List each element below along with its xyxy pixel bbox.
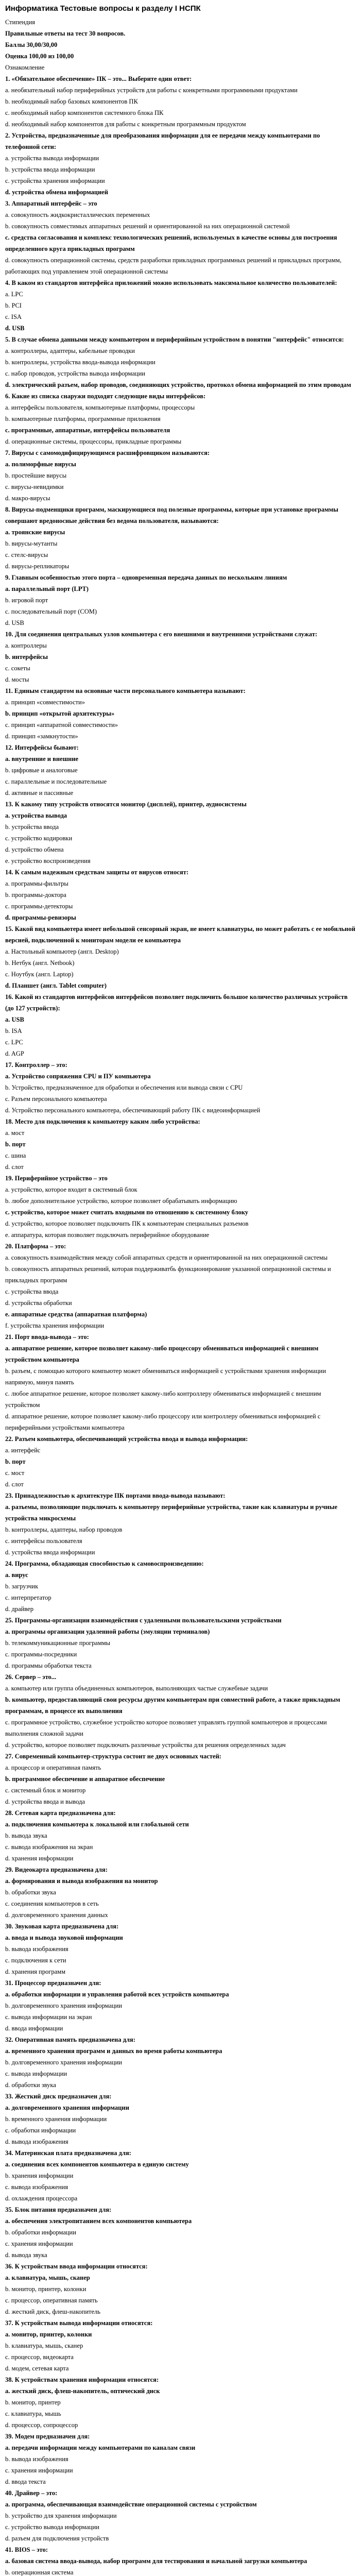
answer-option: c. программное устройство, служебное устройство которое позволяет управлять группой компьютеров и процессами выполнения сложной задачи [5, 1719, 327, 1737]
question-block [5, 867, 356, 923]
question-block [5, 1671, 356, 1751]
answer-option: a. Настольный компьютер (англ. Desktop) [5, 948, 119, 955]
answer-option: c. стелс-вирусы [5, 551, 48, 558]
answer-option: d. операционные системы, процессоры, прикладные программы [5, 438, 182, 445]
question-text: 14. К самым надежным средствам защиты от вирусов относят: [5, 869, 188, 876]
answer-option: c. соединения компьютеров в сеть [5, 1900, 99, 1907]
question-text: 13. К какому типу устройств относятся монитор (дисплей), принтер, аудиосистемы [5, 801, 247, 808]
question-block [5, 1615, 356, 1671]
answer-option: d. мосты [5, 676, 29, 683]
answer-option: b. цифровые и аналоговые [5, 767, 78, 774]
question-block [5, 1116, 356, 1173]
answer-option: d. совокупность операционной системы, средств разработки прикладных программных решений и прикладных программ, работающих под управлением этой операционной системы [5, 257, 341, 275]
answer-option-correct: d. программы-ревизоры [5, 914, 76, 921]
answer-option: d. разъем для подключения устройств [5, 2535, 109, 2542]
answer-option: c. вирусы-невидимки [5, 483, 64, 490]
answer-option: c. обработки информации [5, 2127, 76, 2134]
answer-option-correct: a. передачи информации между компьютерами по каналам связи [5, 2444, 196, 2451]
answer-option: b. контроллеры, устройства ввода-вывода информации [5, 359, 156, 366]
answer-option: c. последовательный порт (COM) [5, 608, 97, 615]
question-block [5, 2431, 356, 2487]
question-text: 2. Устройства, предназначенные для преобразования информации для ее передачи между компьютерами по телефонной сети: [5, 132, 320, 150]
question-text: 38. К устройствам хранения информации относятся: [5, 2376, 159, 2383]
document-title: Информатика Тестовые вопросы к разделу I НСПК [5, 4, 201, 13]
answer-option: c. вывода информации на экран [5, 2013, 92, 2021]
answer-option: d. аппаратное решение, которое позволяет какому-либо процессору или контроллеру обмениваться информацией с периферийными устройствами компьютера [5, 1413, 321, 1431]
question-block [5, 1807, 356, 1864]
answer-option: c. ISA [5, 313, 22, 320]
question-text: 16. Какой из стандартов интерфейсов интерфейсов позволяет подключить большое количество различных устройств (до 127 устройств): [5, 993, 348, 1012]
answer-option-correct: a. разъемы, позволяющие подключать к компьютеру периферийные устройства, такие как клавиатуры и ручные устройства микросхемы [5, 1503, 338, 1522]
answer-option: a. совокупность жидкокристаллических переменных [5, 211, 150, 218]
answer-option: b. монитор, принтер, колонки [5, 2285, 87, 2293]
answer-option: c. программы-посредники [5, 1651, 77, 1658]
answer-option-correct: a. подключения компьютера к локальной или глобальной сети [5, 1821, 189, 1828]
answer-option-correct: d. USB [5, 325, 25, 332]
question-text: 7. Вирусы с самомодифицирующимся расшифровщиком называются: [5, 449, 210, 456]
answer-option: b. совокупность аппаратных решений, которая поддерживатбь функционирование указанной операционной системы и прикладных программ [5, 1265, 331, 1284]
answer-option: c. устройство кодировки [5, 835, 73, 842]
question-block [5, 2204, 356, 2261]
answer-option: c. мост [5, 1469, 25, 1477]
question-block [5, 1059, 356, 1116]
answer-option: a. контроллеры [5, 642, 47, 649]
answer-option: a. совокупность взаимодействия между собой аппаратных средств и ориентированной на них операционной системы [5, 1254, 328, 1261]
answer-option: c. интерфейсы пользователя [5, 1537, 82, 1545]
answer-option: c. шина [5, 1152, 26, 1159]
meta-line: Оценка 100,00 из 100,00 [5, 53, 74, 60]
answer-option-correct: a. формирования и вывода изображения на монитор [5, 1877, 158, 1885]
answer-option-correct: a. обработки информации и управления работой всех устройств компьютера [5, 1991, 229, 1998]
answer-option: c. подключения к сети [5, 1957, 66, 1964]
answer-option-correct: d. Планшет (англ. Tablet computer) [5, 982, 107, 989]
answer-option: d. программы обработки текста [5, 1662, 92, 1669]
question-text: 28. Сетевая карта предназначена для: [5, 1809, 116, 1817]
question-block [5, 1921, 356, 1977]
answer-option: d. долговременного хранения данных [5, 1911, 108, 1919]
answer-option: d. устройства ввода информации [5, 1549, 95, 1556]
answer-option-correct: a. внутренние и внешние [5, 755, 79, 762]
question-block [5, 799, 356, 867]
answer-option: d. драйвер [5, 1605, 33, 1613]
question-block [5, 391, 356, 447]
answer-option: b. необходимый набор базовых компонентов ПК [5, 98, 138, 105]
answer-option: b. ISA [5, 1027, 22, 1035]
answer-option: c. хранения информации [5, 2467, 73, 2474]
question-text: 26. Сервер – это... [5, 1673, 57, 1681]
answer-option-correct: b. программное обеспечение и аппаратное обеспечение [5, 1775, 165, 1783]
answer-option: b. долговременного хранения информации [5, 2002, 122, 2009]
question-block [5, 991, 356, 1059]
answer-option-correct: a. USB [5, 1016, 24, 1023]
answer-option: b. устройство для хранения информации [5, 2512, 117, 2519]
answer-option: c. Разъем персонального компьютера [5, 1095, 107, 1103]
answer-option-correct: a. параллельный порт (LPT) [5, 585, 89, 592]
answer-option: b. телекоммуникационные программы [5, 1639, 111, 1647]
question-text: 37. К устройствам вывода информации относятся: [5, 2319, 153, 2327]
answer-option: b. вирусы-мутанты [5, 540, 58, 547]
answer-option: d. устройства ввода и вывода [5, 1798, 85, 1805]
answer-option: c. интерпретатор [5, 1594, 51, 1601]
question-text: 5. В случае обмена данными между компьютером и периферийным устройством в понятии "интерфейс" относится: [5, 336, 344, 343]
meta-line: Ознакомление [5, 64, 45, 71]
answer-option: a. принцип «совместимости» [5, 699, 85, 706]
question-block [5, 2544, 356, 2576]
question-text: 17. Контроллер – это: [5, 1061, 67, 1069]
answer-option-correct: a. ввода и вывода звуковой информации [5, 1934, 123, 1941]
answer-option: c. устройства ввода [5, 1288, 59, 1295]
question-text: 20. Платформа – это: [5, 1243, 66, 1250]
question-text: 19. Периферийное устройство – это [5, 1175, 108, 1182]
answer-option: b. PCI [5, 302, 22, 309]
answer-option: b. загрузчик [5, 1583, 39, 1590]
question-text: 6. Какие из списка снаружи подходят следующие виды интерфейсов: [5, 393, 206, 400]
answer-option: c. устройства хранения информации [5, 177, 105, 184]
question-block [5, 1864, 356, 1921]
question-block [5, 504, 356, 572]
document-meta [5, 16, 356, 73]
answer-option: a. компьютер или группа объединенных компьютеров, выполняющих частые служебные задачи [5, 1685, 268, 1692]
question-text: 4. В каком из стандартов интерфейса приложений можно использовать максимальное количество пользователей: [5, 279, 337, 286]
meta-line: Стипендия [5, 19, 36, 26]
answer-option: b. вывода изображения [5, 2455, 68, 2463]
answer-option-correct: b. компьютер, предоставляющий свои ресурсы другим компьютерам при совместной работе, а также прикладным программам, в процессе их выполнения [5, 1696, 340, 1715]
question-block [5, 277, 356, 334]
question-text: 23. Принадлежностью к архитектуре ПК портами ввода-вывода называют: [5, 1492, 226, 1499]
answer-option: e. устройство воспроизведения [5, 857, 91, 865]
answer-option: b. контроллеры, адаптеры, набор проводов [5, 1526, 123, 1533]
answer-option: b. клавиатура, мышь, сканер [5, 2342, 83, 2349]
answer-option: d. принцип «замкнутости» [5, 733, 78, 740]
question-block [5, 73, 356, 130]
answer-option-correct: a. полиморфные вирусы [5, 461, 76, 468]
answer-option: b. вывода звука [5, 1832, 47, 1839]
answer-option: d. ввода текста [5, 2478, 46, 2485]
answer-option: d. USB [5, 619, 24, 626]
answer-option: c. Ноутбук (англ. Laptop) [5, 971, 74, 978]
answer-option: d. устройство обмена [5, 846, 64, 853]
question-block [5, 2317, 356, 2374]
question-text: 35. Блок питания предназначен для: [5, 2206, 112, 2213]
answer-option: e. аппаратура, которая позволяет подключать периферийное оборудование [5, 1231, 210, 1239]
answer-option: b. вывода изображения [5, 1945, 68, 1953]
question-text: 40. Драйвер – это: [5, 2489, 58, 2497]
answer-option: b. компьютерные платформы, программные приложения [5, 415, 161, 422]
question-text: 39. Модем предназначен для: [5, 2433, 90, 2440]
question-text: 24. Программа, обладающая способностью к самовоспроизведению: [5, 1560, 204, 1567]
question-block [5, 1331, 356, 1433]
answer-option-correct: a. вирус [5, 1571, 28, 1579]
answer-option: c. клавиатура, мышь [5, 2410, 61, 2417]
question-text: 8. Вирусы-подменщики программ, маскирующиеся под полезные программы, которые при установке программы совершают вредоносные действия без ведома пользователя, называются: [5, 506, 338, 524]
answer-option: c. набор проводов, устройства вывода информации [5, 370, 145, 377]
question-text: 18. Место для подключения к компьютеру каким либо устройства: [5, 1118, 200, 1125]
question-block [5, 1558, 356, 1615]
answer-option-correct: a. долговременного хранения информации [5, 2104, 129, 2111]
answer-option: b. долговременного хранения информации [5, 2059, 122, 2066]
answer-option: f. устройства хранения информации [5, 1322, 105, 1329]
answer-option: b. Устройство, предназначенное для обработки и обеспечения или вывода связи с CPU [5, 1084, 243, 1091]
answer-option: d. вирусы-репликаторы [5, 563, 70, 570]
answer-option: c. устройство вывода информации [5, 2523, 99, 2531]
question-text: 33. Жесткий диск предназначен для: [5, 2093, 112, 2100]
answer-option: b. игровой порт [5, 597, 48, 604]
answer-option: c. необходимый набор компонентов системного блока ПК [5, 109, 164, 116]
question-text: 32. Оперативная память предназначена для: [5, 2036, 135, 2043]
answer-option: d. вывода изображения [5, 2138, 68, 2145]
answer-option: c. процессор, видеокарта [5, 2353, 74, 2361]
answer-option: c. сокеты [5, 665, 30, 672]
question-block [5, 130, 356, 198]
question-block [5, 1433, 356, 1490]
answer-option: d. необходимый набор компонентов для работы с конкретным программным продуктом [5, 121, 246, 128]
answer-option: d. процессор, сопроцессор [5, 2421, 78, 2429]
answer-option: a. контроллеры, адаптеры, кабельные проводки [5, 347, 135, 354]
question-text: 27. Современный компьютер-структура состоит не двух основных частей: [5, 1753, 221, 1760]
answer-option: c. любое аппаратное решение, которое позволяет какому-либо контроллеру обмениваться информацией с внешним устройством [5, 1390, 321, 1409]
answer-option: d. модем, сетевая карта [5, 2365, 69, 2372]
question-block [5, 685, 356, 742]
answer-option-correct: a. монитор, принтер, колонки [5, 2331, 92, 2338]
answer-option: c. процессор, оперативная память [5, 2297, 98, 2304]
question-text: 1. «Обязательное обеспечение» ПК – это... Выберите один ответ: [5, 75, 192, 82]
answer-option-correct: a. Устройство сопряжения CPU и ПУ компьютера [5, 1073, 151, 1080]
question-text: 30. Звуковая карта предназначена для: [5, 1923, 119, 1930]
answer-option: b. монитор, принтер [5, 2399, 61, 2406]
question-text: 29. Видеокарта предназначена для: [5, 1866, 108, 1873]
question-text: 41. BIOS – это: [5, 2546, 48, 2553]
answer-option-correct: a. троянские вирусы [5, 529, 65, 536]
answer-option: a. интерфейсы пользователя, компьютерные платформы, процессоры [5, 404, 195, 411]
question-text: 12. Интерфейсы бывают: [5, 744, 79, 751]
answer-option: b. хранения информации [5, 2172, 74, 2179]
answer-option: d. AGP [5, 1050, 24, 1057]
answer-option: b. разъем, с помощью которого компьютер может обмениваться информацией с устройствами хранения информации напрямую, минуя память [5, 1367, 326, 1386]
answer-option: b. временного хранения информации [5, 2115, 107, 2123]
question-text: 11. Единым стандартом на основные части персонального компьютера называют: [5, 687, 246, 694]
answer-option: d. обработки звука [5, 2081, 56, 2089]
question-text: 34. Материнская плата предназначена для: [5, 2149, 131, 2157]
answer-option: d. жесткий диск, флеш-накопитель [5, 2308, 100, 2315]
answer-option: c. хранения информации [5, 2240, 73, 2247]
answer-option-correct: a. базовая система ввода-вывода, набор программ для тестирования и начальной загрузки компьютера [5, 2557, 307, 2565]
answer-option: b. совокупность совместимых аппаратных решений и ориентированной на них операционной системой [5, 223, 290, 230]
question-block [5, 1173, 356, 1241]
question-block [5, 2147, 356, 2204]
answer-option: d. ввода информации [5, 2025, 63, 2032]
answer-option-correct: b. принцип «открытой архитектуры» [5, 710, 115, 717]
answer-option: c. программы-детекторы [5, 903, 73, 910]
answer-option-correct: c. программные, аппаратные, интерфейсы пользователя [5, 427, 170, 434]
answer-option-correct: e. аппаратные средства (аппаратная платформа) [5, 1311, 147, 1318]
answer-option: a. устройство, которое входит в системный блок [5, 1186, 137, 1193]
answer-option-correct: b. порт [5, 1458, 26, 1465]
answer-option: a. необязательный набор периферийных устройств для работы с конкретными программными продуктами [5, 87, 298, 94]
answer-option: b. любое дополнительное устройство, которое позволяет обрабатывать информацию [5, 1197, 237, 1205]
answer-option-correct: b. порт [5, 1141, 26, 1148]
answer-option-correct: c. средства согласования и комплекс технологических решений, используемых в качестве основы для построения определенного круга прикладных программ [5, 234, 337, 252]
answer-option: d. макро-вирусы [5, 495, 50, 502]
question-text: 25. Программы-организации взаимодействия с удаленными пользовательскими устройствами [5, 1617, 282, 1624]
answer-option: c. вывода изображения [5, 2183, 68, 2191]
question-block [5, 2374, 356, 2431]
question-block [5, 198, 356, 277]
question-block [5, 742, 356, 799]
question-block [5, 2034, 356, 2091]
question-text: 9. Главным особенностью этого порта – одновременная передача данных по нескольким линиям [5, 574, 287, 581]
answer-option: d. Устройство персонального компьютера, обеспечивающий работу ПК с видеоинформацией [5, 1107, 261, 1114]
question-block [5, 334, 356, 391]
answer-option: a. процессор и оперативная память [5, 1764, 101, 1771]
question-list [5, 73, 356, 2576]
answer-option: b. Нетбук (англ. Netbook) [5, 959, 75, 967]
answer-option: b. обработки информации [5, 2229, 76, 2236]
answer-option: b. устройства ввода [5, 823, 59, 831]
question-block [5, 1977, 356, 2034]
question-block [5, 2261, 356, 2317]
answer-option: c. LPC [5, 1039, 23, 1046]
answer-option: c. вывода информации [5, 2070, 67, 2077]
answer-option: d. устройства обработки [5, 1299, 72, 1307]
question-block [5, 1490, 356, 1558]
question-block [5, 572, 356, 629]
answer-option: d. слот [5, 1481, 24, 1488]
question-text: 31. Процессор предназначен для: [5, 1979, 101, 1987]
question-block [5, 2091, 356, 2147]
answer-option-correct: a. жесткий диск, флеш-накопитель, оптический диск [5, 2387, 160, 2395]
answer-option-correct: a. обеспечения электропитанием всех компонентов компьютера [5, 2217, 192, 2225]
question-text: 3. Аппаратный интерфейс – это [5, 200, 97, 207]
answer-option-correct: a. программы организации удаленной работы (эмуляции терминалов) [5, 1628, 210, 1635]
answer-option: c. принцип «аппаратной совместимости» [5, 721, 118, 728]
question-block [5, 923, 356, 991]
answer-option: c. системный блок и монитор [5, 1787, 86, 1794]
answer-option-correct: b. интерфейсы [5, 653, 48, 660]
meta-line: Правильные ответы на тест 30 вопросов. [5, 30, 126, 37]
question-block [5, 1241, 356, 1331]
answer-option: b. устройства ввода информации [5, 166, 95, 173]
question-text: 36. К устройствам ввода информации относятся: [5, 2263, 148, 2270]
answer-option: a. LPC [5, 291, 23, 298]
answer-option-correct: d. электрический разъем, набор проводов, соединяющих устройство, протокол обмена информацией по этим проводам [5, 381, 351, 388]
answer-option: d. охлаждения процессора [5, 2195, 78, 2202]
answer-option-correct: a. устройства вывода [5, 812, 67, 819]
question-block [5, 447, 356, 504]
answer-option-correct: a. клавиатура, мышь, сканер [5, 2274, 90, 2281]
question-text: 10. Для соединения центральных узлов компьютера с его внешними и внутренними устройствами служат: [5, 631, 318, 638]
answer-option-correct: c. устройство, которое может считать входными по отношению к системному блоку [5, 1209, 249, 1216]
answer-option: d. устройство, которое позволяет подключить ПК к компьютерам специальных разъемов [5, 1220, 249, 1227]
answer-option: d. хранения программ [5, 1968, 65, 1975]
answer-option-correct: a. программа, обеспечивающая взаимодействие операционной системы с устройством [5, 2501, 257, 2508]
question-block [5, 1751, 356, 1807]
answer-option: d. вывода звука [5, 2251, 47, 2259]
answer-option: a. интерфейс [5, 1447, 41, 1454]
answer-option: d. активные и пассивные [5, 789, 74, 796]
answer-option: b. простейшие вирусы [5, 472, 67, 479]
question-text: 15. Какой вид компьютера имеет небольшой сенсорный экран, не имеет клавиатуры, но может работать с ее мобильной версией, подключенной к мониторам модели ее компьютера [5, 925, 355, 944]
answer-option: b. операционная система [5, 2569, 74, 2576]
meta-line: Баллы 30,00/30,00 [5, 41, 58, 48]
question-block [5, 2487, 356, 2544]
question-block [5, 629, 356, 685]
answer-option: d. устройство, которое позволяет подключать различные устройства для решения определенных задач [5, 1741, 286, 1749]
answer-option: b. программы-доктора [5, 891, 66, 899]
answer-option: a. устройства вывода информации [5, 155, 99, 162]
answer-option: a. программы-фильтры [5, 880, 68, 887]
answer-option-correct: a. аппаратное решение, которое позволяет какому-либо процессору обмениваться информацией с внешним устройством компьютера [5, 1345, 319, 1363]
answer-option: a. мост [5, 1129, 25, 1137]
answer-option: c. вывода изображения на экран [5, 1843, 93, 1851]
question-text: 22. Разъем компьютера, обеспечивающий устройства ввода и вывода информации: [5, 1435, 248, 1443]
answer-option: b. обработки звука [5, 1889, 56, 1896]
answer-option-correct: a. временного хранения программ и данных во время работы компьютера [5, 2047, 222, 2055]
answer-option: d. слот [5, 1163, 24, 1171]
question-text: 21. Порт ввода-вывода – это: [5, 1333, 89, 1341]
answer-option: c. параллельные и последовательные [5, 778, 107, 785]
answer-option-correct: a. соединения всех компонентов компьютера в единую систему [5, 2161, 189, 2168]
answer-option-correct: d. устройства обмена информацией [5, 189, 108, 196]
answer-option: d. хранения информации [5, 1855, 74, 1862]
